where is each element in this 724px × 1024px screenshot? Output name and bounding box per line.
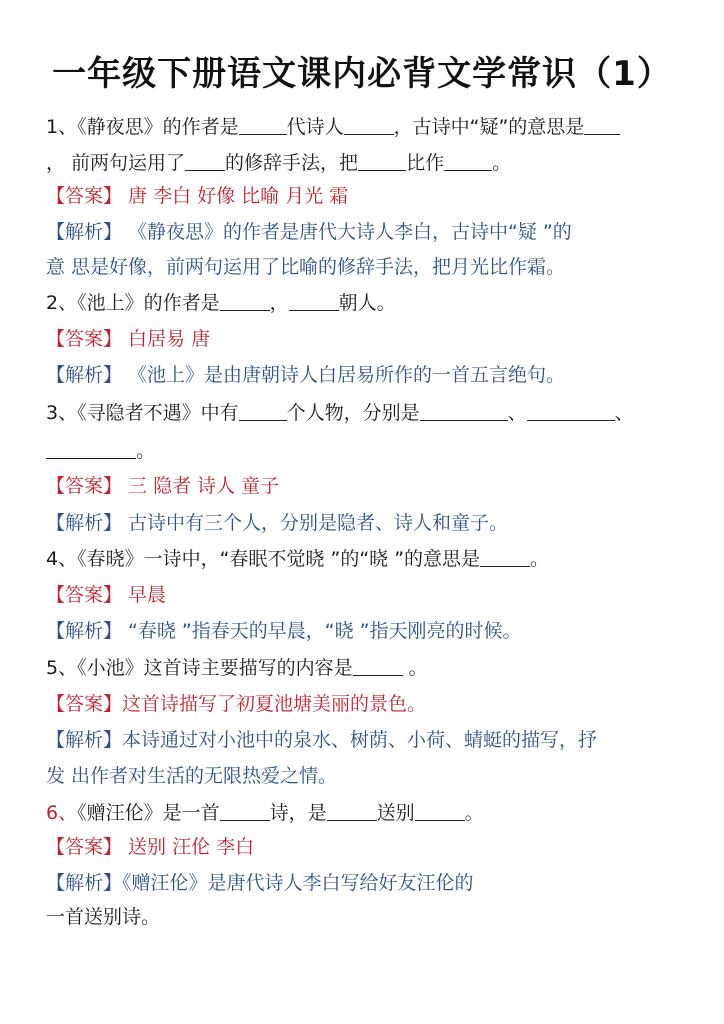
explanation-3: 【解析】 古诗中有三个人，分别是隐者、诗人和童子。 [46,512,509,534]
explanation-4: 【解析】 “春晓 ”指春天的早晨，“晓 ”指天刚亮的时候。 [46,620,522,642]
question-text: 诗，是 [269,802,327,824]
question-text: 比作 [406,152,445,174]
blank [584,115,620,135]
question-text: 。 [492,152,512,174]
question-text: ， 前两句运用了 [46,152,186,174]
blank [420,401,508,421]
blank [444,151,492,171]
explanation-6-line-2: 一首送别诗。 [46,906,161,928]
question-text: 《赠汪伦》是一首 [77,802,220,824]
question-text: 朝人。 [338,292,396,314]
question-4 [46,544,549,571]
explanation-1-line-1: 【解析】 《静夜思》的作者是唐代大诗人李白，古诗中“疑 ”的 [46,221,572,243]
question-2 [46,288,396,315]
question-1-line-1 [46,112,620,139]
question-1-line-2 [46,148,511,175]
explanation-1-line-2: 意 思是好像，前两句运用了比喻的修辞手法，把月光比作霜。 [46,256,566,278]
blank [480,547,530,567]
question-text: 、 [614,402,634,424]
question-text: ， [269,292,289,314]
blank [239,401,287,421]
blank [344,115,394,135]
answer-6: 【答案】 送别 汪伦 李白 [46,836,255,858]
explanation-5-line-1: 【解析】本诗通过对小池中的泉水、树荫、小荷、蜻蜓的描写，抒 [46,729,598,751]
answer-5: 【答案】这首诗描写了初夏池塘美丽的景色。 [46,693,427,715]
question-text: 。 [464,802,484,824]
blank [220,291,270,311]
question-text: 5、《小池》这首诗主要描写的内容是 [46,657,353,679]
answer-1: 【答案】 唐 李白 好像 比喻 月光 霜 [46,185,349,207]
blank [358,151,406,171]
question-text: 个人物，分别是 [286,402,420,424]
answer-4: 【答案】 早晨 [46,584,167,606]
question-text: 1、《静夜思》的作者是 [46,116,239,138]
question-text: ，古诗中“疑”的意思是 [393,116,585,138]
blank [527,401,615,421]
question-text: 。 [402,657,428,679]
explanation-5-line-2: 发 出作者对生活的无限热爱之情。 [46,765,338,787]
question-text: 4、《春晓》一诗中，“春眠不觉晓 ”的“晓 ”的意思是 [46,548,481,570]
question-text: 送别 [376,802,415,824]
blank [327,801,377,821]
question-6 [46,798,484,825]
blank [415,801,465,821]
blank [220,801,270,821]
question-text: 、 [507,402,527,424]
question-text: 2、《池上》的作者是 [46,292,220,314]
question-text: 。 [136,440,156,462]
blank [353,656,403,676]
answer-3: 【答案】 三 隐者 诗人 童子 [46,475,280,497]
question-3-line-2 [46,436,155,463]
blank [289,291,339,311]
question-number: 6、 [46,802,78,824]
question-3-line-1 [46,398,634,425]
explanation-6-line-1: 【解析】《赠汪伦》是唐代诗人李白写给好友汪伦的 [46,872,474,894]
question-5 [46,653,428,680]
answer-2: 【答案】 白居易 唐 [46,328,211,350]
question-text: 。 [530,548,550,570]
question-text: 的修辞手法，把 [225,152,359,174]
question-text: 3、《寻隐者不遇》中有 [46,402,239,424]
question-text: 代诗人 [286,116,344,138]
page-title: 一年级下册语文课内必背文学常识（1） [52,54,672,94]
blank [239,115,287,135]
explanation-2: 【解析】 《池上》是由唐朝诗人白居易所作的一首五言绝句。 [46,364,566,386]
blank [46,439,136,459]
blank [185,151,225,171]
